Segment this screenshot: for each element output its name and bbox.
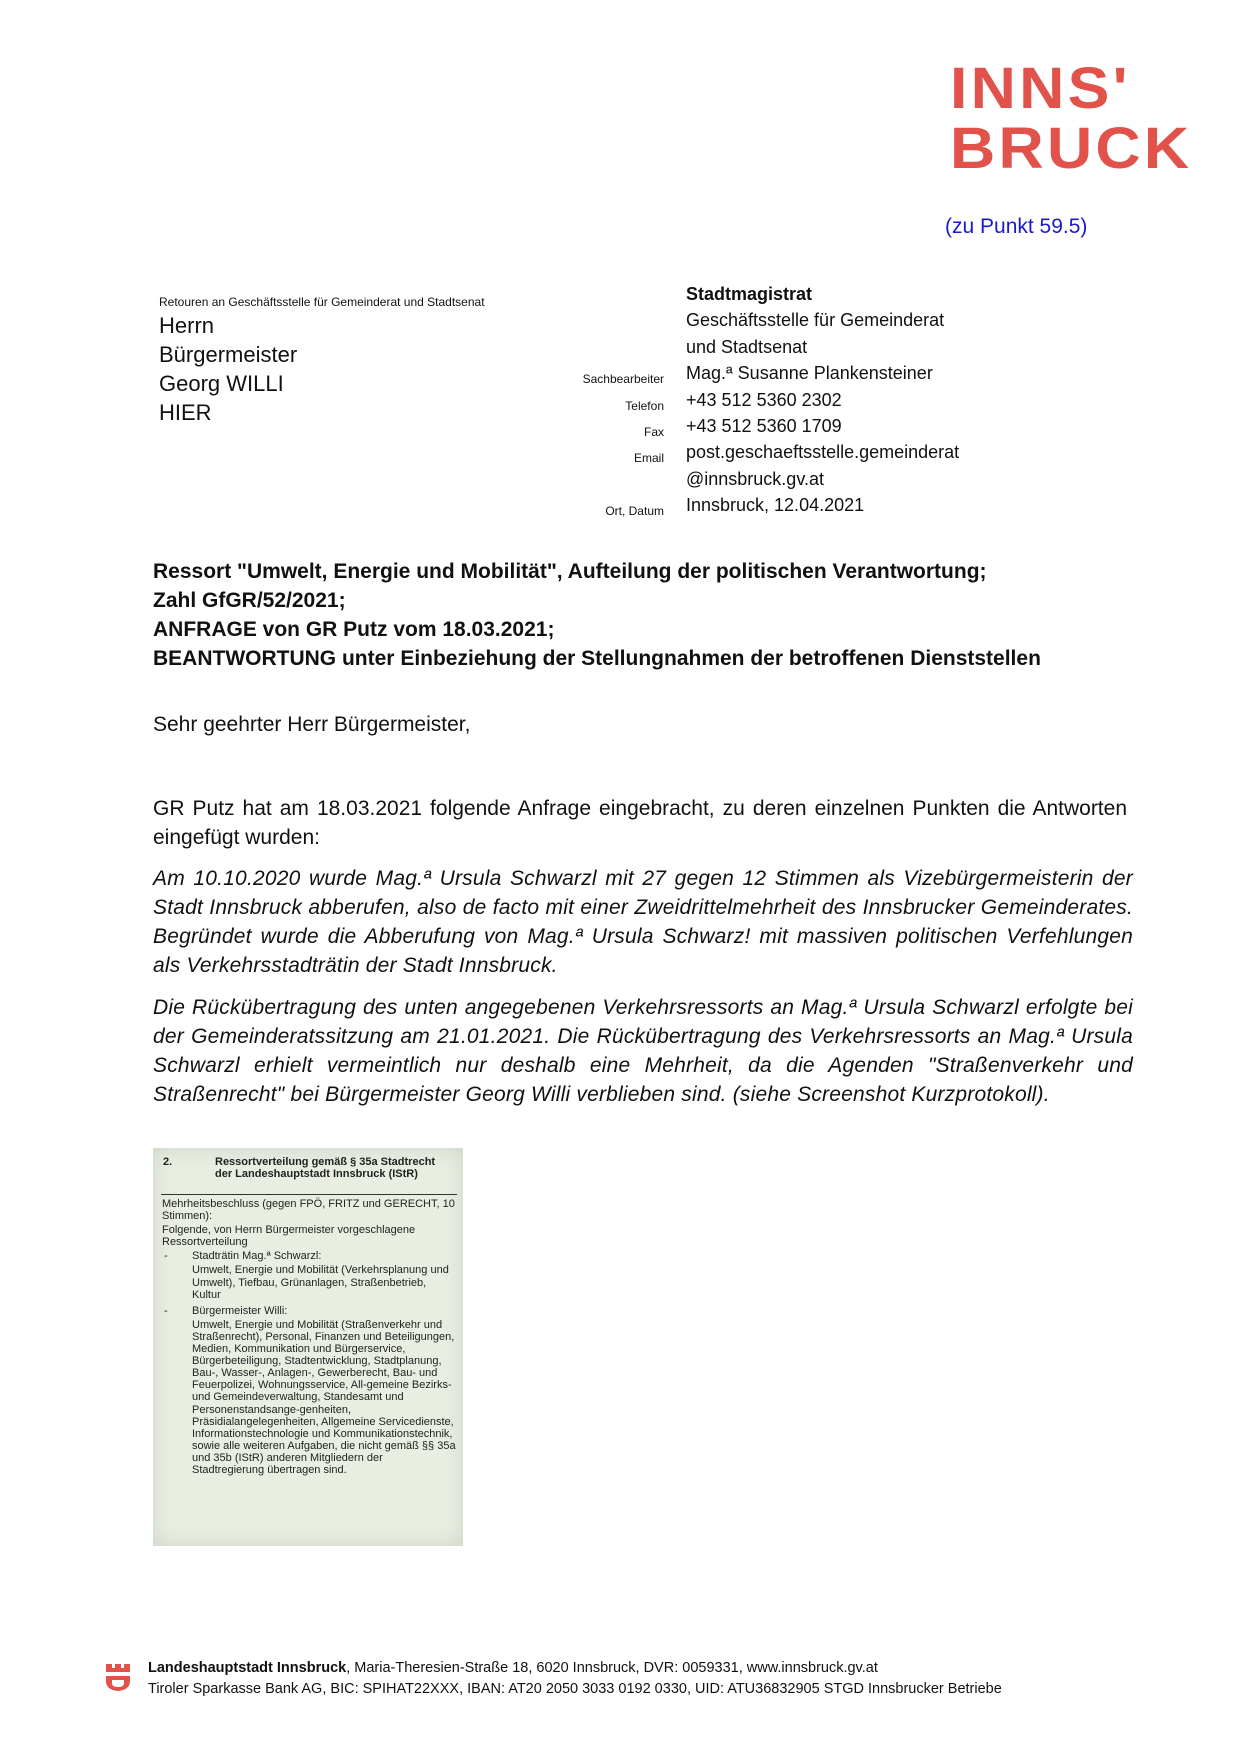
- recipient-line: Georg WILLI: [159, 371, 284, 396]
- quoted-paragraph: Die Rückübertragung des unten angegebenen Verkehrsressorts an Mag.ª Ursula Schwarzl erfolgte bei der Gemeinderatssitzung am 21.01.2021. Die Rückübertragung des Verkehrsressorts an Mag.ª Ursula Schwarzl erhielt vermeintlich nur deshalb eine Mehrheit, da die Agenden "Straßenverkehr und Straßenrecht" bei Bürgermeister Georg Willi verblieben sind. (siehe Screenshot Kurzprotokoll).: [153, 996, 1133, 1106]
- clerk-label: Sachbearbeiter: [582, 372, 664, 387]
- screenshot-decision: Mehrheitsbeschluss (gegen FPÖ, FRITZ und GERECHT, 10 Stimmen):: [162, 1198, 455, 1223]
- subject-line: Ressort "Umwelt, Energie und Mobilität", Aufteilung der politischen Verantwortung;: [153, 560, 987, 583]
- footer-address: , Maria-Theresien-Straße 18, 6020 Innsbruck, DVR: 0059331, www.innsbruck.gv.at: [346, 1660, 878, 1676]
- fax-number: +43 512 5360 1709: [686, 415, 842, 436]
- footer-org: Landeshauptstadt Innsbruck: [148, 1660, 347, 1676]
- screenshot-lead: Folgende, von Herrn Bürgermeister vorgeschlagene Ressortverteilung: [162, 1224, 416, 1249]
- subject-block: [153, 557, 1133, 673]
- return-address-note: Retouren an Geschäftsstelle für Gemeinderat und Stadtsenat: [159, 295, 485, 309]
- recipient-line: Herrn: [159, 313, 215, 338]
- screenshot-body: [162, 1198, 457, 1480]
- screenshot-divider: [161, 1194, 457, 1195]
- date-label: Ort, Datum: [605, 504, 664, 519]
- letter-date: Innsbruck, 12.04.2021: [686, 495, 865, 516]
- sender-org: Stadtmagistrat: [686, 284, 813, 304]
- screenshot-item-head: Bürgermeister Willi:: [192, 1304, 288, 1317]
- logo-line-1: INNS': [950, 56, 1131, 121]
- intro-paragraph: GR Putz hat am 18.03.2021 folgende Anfrage eingebracht, zu deren einzelnen Punkten die Antworten eingefügt wurden:: [153, 797, 1127, 849]
- subject-line: Zahl GfGR/52/2021;: [153, 589, 346, 612]
- subject-line: ANFRAGE von GR Putz vom 18.03.2021;: [153, 618, 555, 641]
- recipient-address: [159, 311, 297, 427]
- fax-label: Fax: [643, 424, 664, 439]
- screenshot-list-item: [162, 1250, 457, 1262]
- recipient-line: Bürgermeister: [159, 342, 298, 367]
- sender-dept-line: und Stadtsenat: [686, 336, 808, 357]
- screenshot-item-body: Umwelt, Energie und Mobilität (Verkehrsplanung und Umwelt), Tiefbau, Grünanlagen, Straßenbetrieb, Kultur: [192, 1264, 449, 1301]
- innsbruck-logo: [950, 56, 1193, 181]
- phone-number: +43 512 5360 2302: [686, 389, 842, 410]
- footer-text: [148, 1658, 1002, 1700]
- clerk-name: Mag.ª Susanne Plankensteiner: [686, 363, 933, 384]
- salutation: Sehr geehrter Herr Bürgermeister,: [153, 713, 471, 736]
- phone-label: Telefon: [625, 398, 664, 413]
- sender-info-block: [500, 284, 1020, 522]
- screenshot-list-item: [162, 1305, 457, 1317]
- list-dash: -: [164, 1250, 168, 1263]
- sender-dept-line: Geschäftsstelle für Gemeinderat: [686, 310, 945, 331]
- list-dash: -: [164, 1304, 168, 1317]
- screenshot-title: Ressortverteilung gemäß § 35a Stadtrecht der Landeshauptstadt Innsbruck (IStR): [215, 1156, 436, 1181]
- innsbruck-crest-icon: [104, 1662, 132, 1692]
- recipient-line: HIER: [159, 400, 212, 425]
- logo-line-2: BRUCK: [950, 116, 1193, 181]
- email-address-line: post.geschaeftsstelle.gemeinderat: [686, 442, 960, 463]
- footer-bank-details: Tiroler Sparkasse Bank AG, BIC: SPIHAT22XXX, IBAN: AT20 2050 3033 0192 0330, UID: ATU36832905 STGD Innsbrucker Betriebe: [148, 1681, 1002, 1697]
- email-label: Email: [633, 451, 664, 466]
- screenshot-item-number: 2.: [163, 1156, 173, 1168]
- quoted-paragraph: Am 10.10.2020 wurde Mag.ª Ursula Schwarzl mit 27 gegen 12 Stimmen als Vizebürgermeisterin der Stadt Innsbruck abberufen, also de facto mit einer Zweidrittelmehrheit des Innsbrucker Gemeinderates. Begründet wurde die Abberufung von Mag.ª Ursula Schwarz! mit massiven politischen Verfehlungen als Verkehrsstadträtin der Stadt Innsbruck.: [153, 867, 1133, 977]
- email-address-line: @innsbruck.gv.at: [686, 468, 824, 489]
- protocol-screenshot: [153, 1148, 463, 1546]
- subject-line: BEANTWORTUNG unter Einbeziehung der Stellungnahmen der betroffenen Dienststellen: [153, 647, 1041, 670]
- screenshot-item-body: Umwelt, Energie und Mobilität (Straßenverkehr und Straßenrecht), Personal, Finanzen und Beteiligungen, Medien, Kommunikation und Bürgerservice, Bürgerbeteiligung, Stadtentwicklung, Stadtplanung, Bau-, Wasser-, Anlagen-, Gewerberecht, Bau- und Feuerpolizei, Wohnungsservice, All-gemeine Bezirks- und Gemeindeverwaltung, Standesamt und Personenstandsange-genheiten, Präsidialangelegenheiten, Allgemeine Servicedienste, Informationstechnologie und Kommunikationstechnik, sowie alle weiteren Aufgaben, die nicht gemäß §§ 35a und 35b (IStR) anderen Mitgliedern der Stadtregierung übertragen sind.: [192, 1318, 456, 1476]
- agenda-reference: (zu Punkt 59.5): [945, 215, 1088, 238]
- screenshot-item-head: Stadträtin Mag.ª Schwarzl:: [192, 1250, 322, 1263]
